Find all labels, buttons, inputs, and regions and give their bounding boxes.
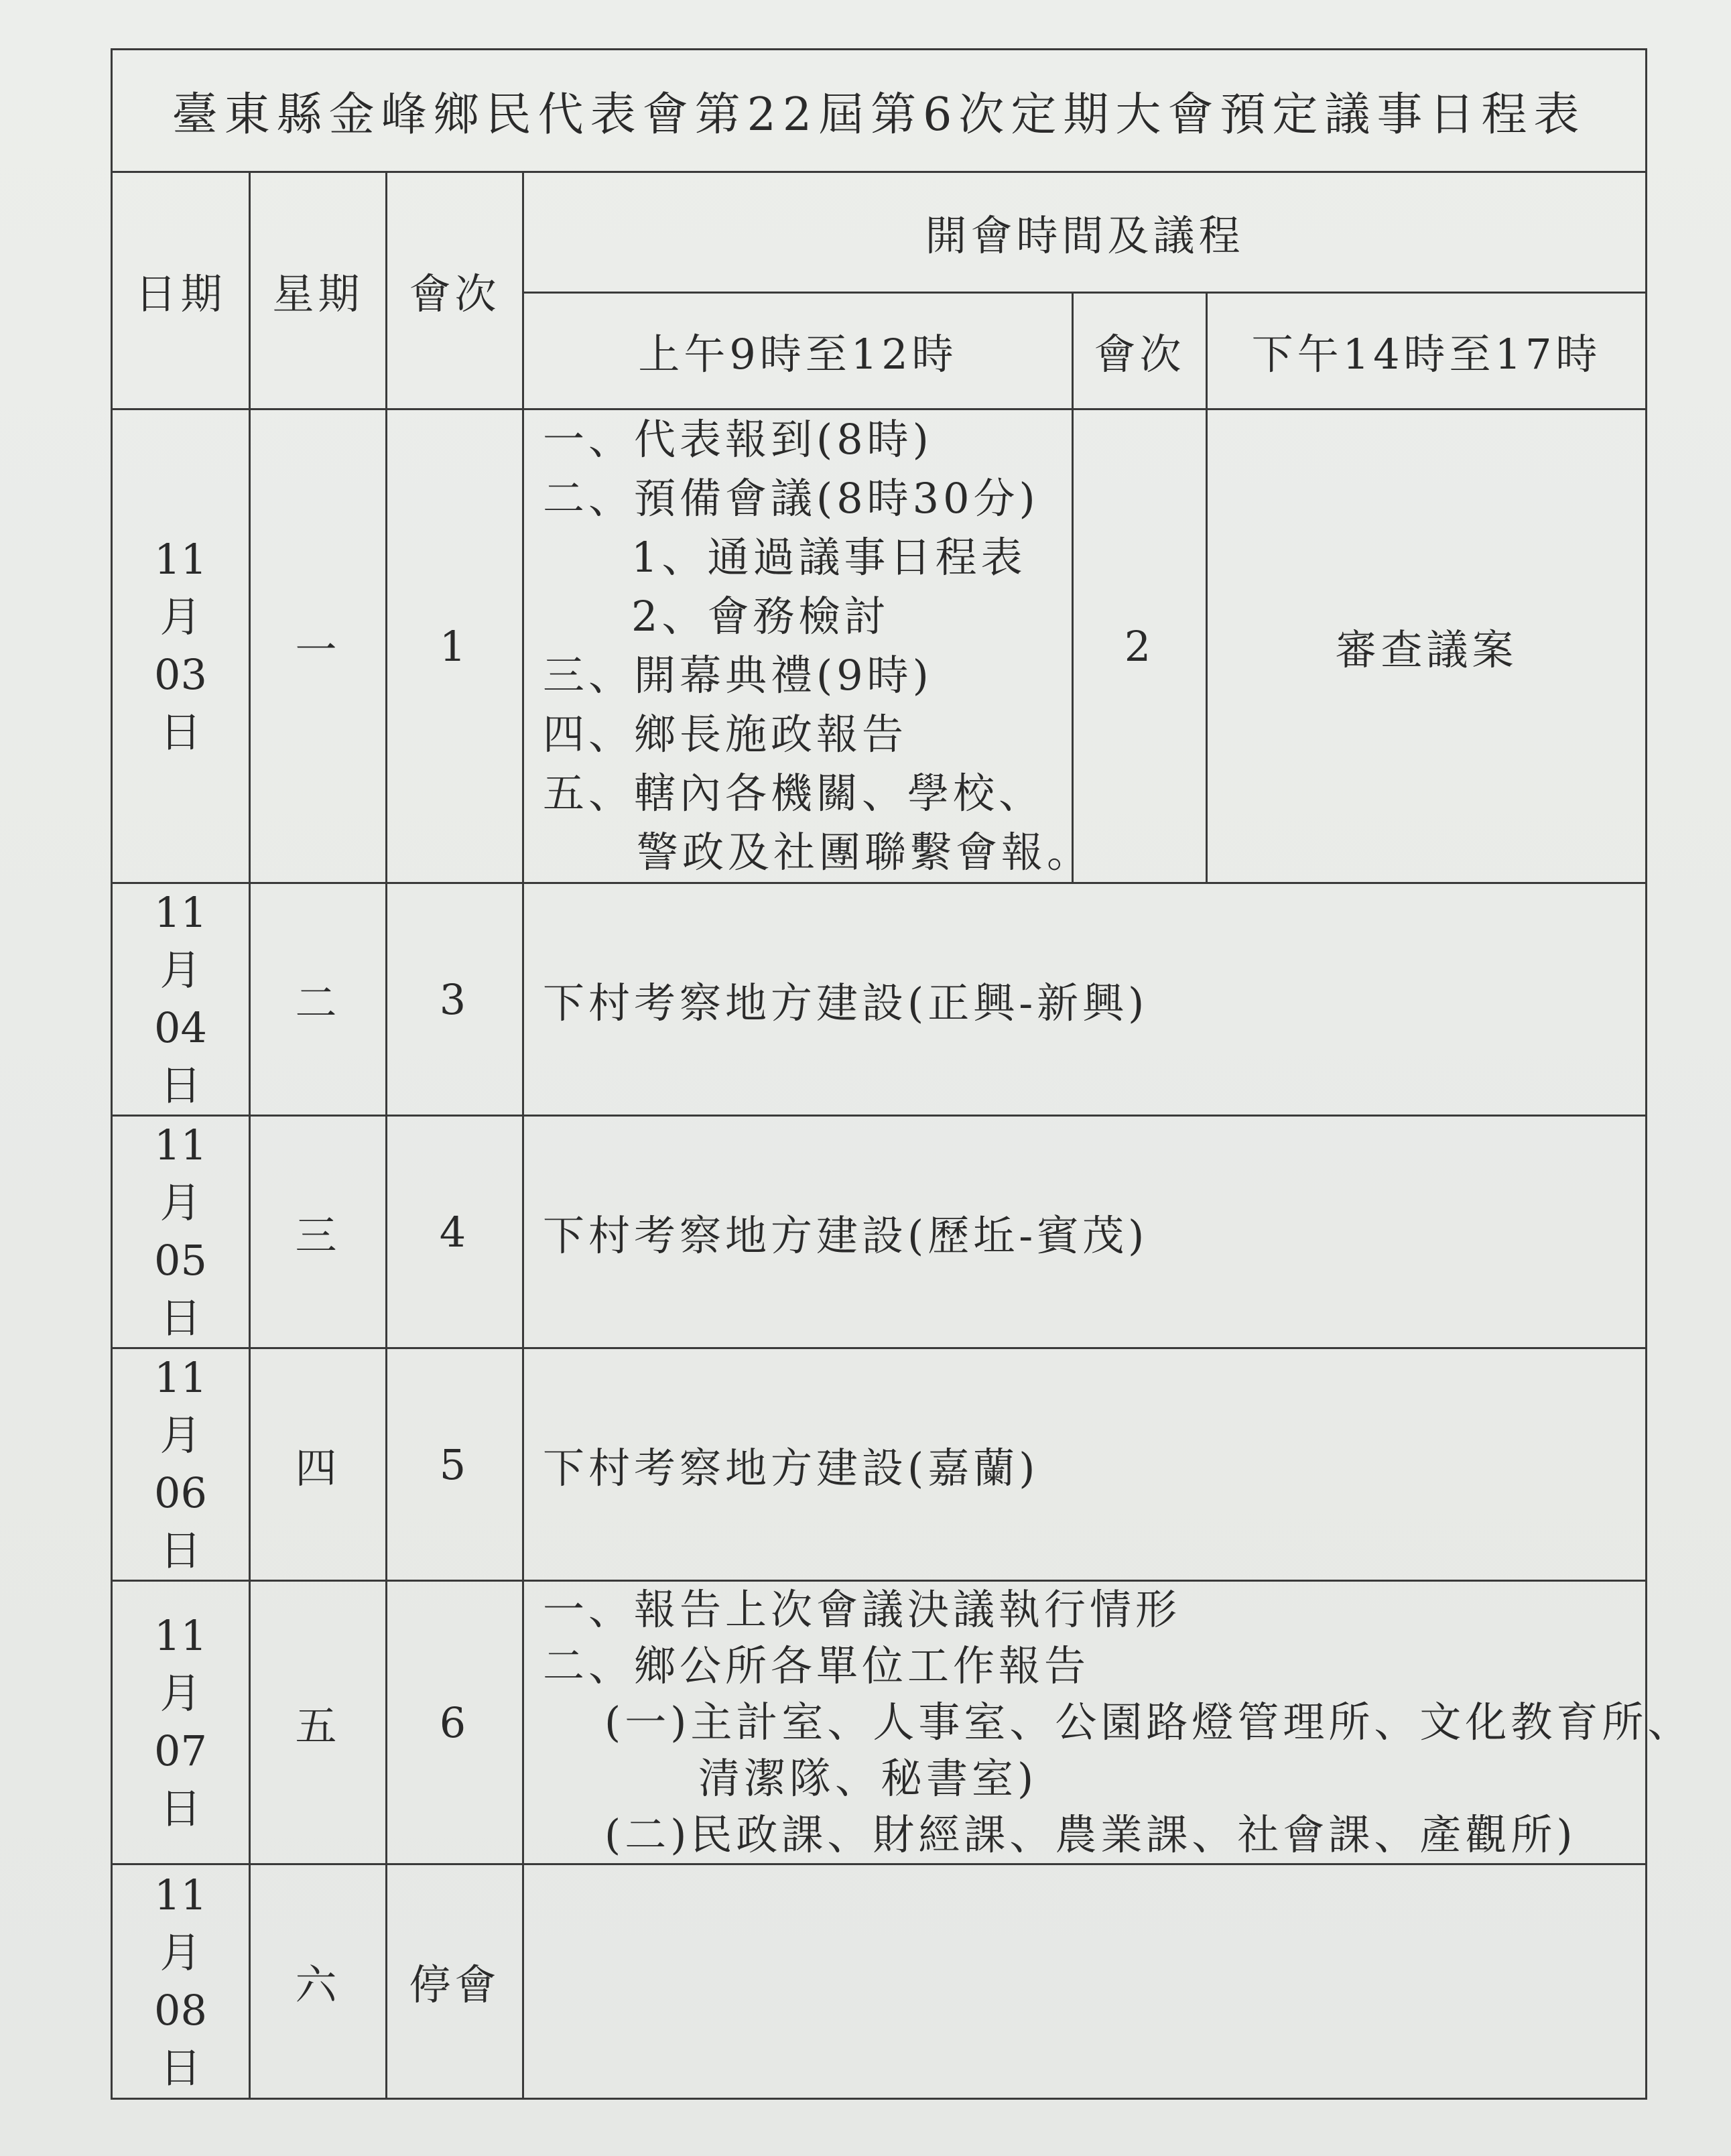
agenda-line: 二、鄉公所各單位工作報告 [543,1641,1090,1690]
agenda-line: 三、開幕典禮(9時) [543,651,933,700]
weekday-cell: 六 [250,1864,387,2099]
agenda-line: 1、通過議事日程表 [631,533,1027,582]
agenda-line: 二、預備會議(8時30分) [543,474,1039,523]
table-row [112,1864,1647,2099]
agenda-line: 警政及社團聯繫會報。 [637,828,1093,877]
agenda-line: 五、轄內各機關、學校、 [543,769,1045,818]
agenda-line: 一、報告上次會議決議執行情形 [543,1585,1181,1634]
weekday-cell: 四 [250,1348,387,1581]
agenda-cell: 下村考察地方建設(歷坵-賓茂) [523,1116,1647,1348]
date-cell: 11 月 06 日 [112,1348,250,1581]
agenda-line: (二)民政課、財經課、農業課、社會課、產觀所) [604,1810,1577,1859]
weekday-cell: 五 [250,1581,387,1864]
weekday-cell: 一 [250,409,387,883]
agenda-cell: 下村考察地方建設(嘉蘭) [523,1348,1647,1581]
agenda-line: 四、鄉長施政報告 [543,710,908,759]
session-cell: 4 [387,1116,523,1348]
weekday-cell: 二 [250,883,387,1116]
agenda-cell: 下村考察地方建設(正興-新興) [523,883,1647,1116]
agenda-cell [523,1581,1693,1864]
schedule-table [111,48,1693,2100]
agenda-line: 2、會務檢討 [631,592,890,641]
page-title: 臺東縣金峰鄉民代表會第22屆第6次定期大會預定議事日程表 [112,50,1647,172]
weekday-cell: 三 [250,1116,387,1348]
table-row [112,1116,1647,1348]
header-time-and-agenda: 開會時間及議程 [523,172,1647,293]
header-weekday: 星期 [250,172,387,409]
afternoon-session-cell: 2 [1073,409,1207,883]
date-cell: 11 月 08 日 [112,1864,250,2099]
date-cell: 11 月 04 日 [112,883,250,1116]
table-row [112,1348,1647,1581]
table-row [112,1581,1647,1864]
session-cell: 1 [387,409,523,883]
table-row [112,883,1647,1116]
agenda-line: 清潔隊、秘書室) [698,1754,1038,1803]
date-cell: 11 月 07 日 [112,1581,250,1864]
session-cell: 6 [387,1581,523,1864]
header-date: 日期 [112,172,250,409]
agenda-line: 一、代表報到(8時) [543,415,933,464]
agenda-cell [523,1864,1647,2099]
afternoon-agenda: 審查議案 [1207,409,1647,883]
table-row [112,409,1647,883]
header-session-afternoon: 會次 [1073,293,1207,409]
header-afternoon: 下午14時至17時 [1207,293,1647,409]
date-cell: 11 月 03 日 [112,409,250,883]
session-cell: 5 [387,1348,523,1581]
morning-agenda [523,409,1093,883]
agenda-line: (一)主計室、人事室、公園路燈管理所、文化教育所、 [604,1698,1693,1747]
session-cell: 停會 [387,1864,523,2099]
date-cell: 11 月 05 日 [112,1116,250,1348]
header-session: 會次 [387,172,523,409]
header-morning: 上午9時至12時 [523,293,1073,409]
session-cell: 3 [387,883,523,1116]
